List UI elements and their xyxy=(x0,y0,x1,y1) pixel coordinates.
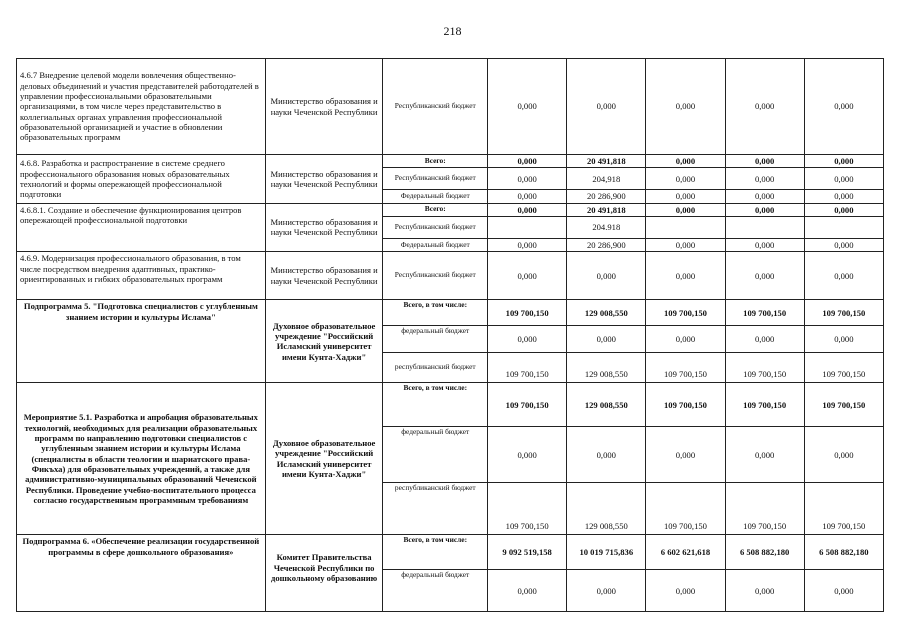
value-cell: 0,000 xyxy=(488,59,567,155)
value-cell: 6 508 882,180 xyxy=(725,535,804,570)
executor-cell: Министерство образования и науки Чеченской Республики xyxy=(265,203,383,252)
value-cell: 0,000 xyxy=(567,252,646,300)
value-cell: 0,000 xyxy=(725,238,804,251)
value-cell: 109 700,150 xyxy=(804,300,883,326)
value-cell: 109 700,150 xyxy=(488,300,567,326)
funding-source: федеральный бюджет xyxy=(383,570,488,612)
value-cell: 0,000 xyxy=(488,427,567,483)
table-row xyxy=(17,252,884,300)
value-cell: 0,000 xyxy=(725,427,804,483)
value-cell: 0,000 xyxy=(567,326,646,353)
value-cell: 109 700,150 xyxy=(646,300,725,326)
value-cell: 6 508 882,180 xyxy=(804,535,883,570)
value-cell xyxy=(804,216,883,238)
funding-source: Всего, в том числе: xyxy=(383,300,488,326)
table-row xyxy=(17,155,884,168)
activity-description: 4.6.9. Модернизация профессионального образования, в том числе посредством внедрения адаптивных, практико-ориентированных и гибких образовательных программ xyxy=(17,252,266,300)
value-cell: 0,000 xyxy=(646,252,725,300)
executor-cell: Министерство образования и науки Чеченской Республики xyxy=(265,155,383,204)
funding-source: республиканский бюджет xyxy=(383,353,488,383)
table-row xyxy=(17,535,884,570)
subprogram-title: Подпрограмма 5. "Подготовка специалистов с углубленным знанием истории и культуры Ислама" xyxy=(17,300,266,383)
value-cell: 0,000 xyxy=(804,59,883,155)
value-cell: 0,000 xyxy=(725,168,804,190)
value-cell: 109 700,150 xyxy=(488,483,567,535)
value-cell: 109 700,150 xyxy=(725,353,804,383)
value-cell: 0,000 xyxy=(646,427,725,483)
funding-source: Республиканский бюджет xyxy=(383,59,488,155)
value-cell: 129 008,550 xyxy=(567,353,646,383)
value-cell: 109 700,150 xyxy=(725,300,804,326)
funding-source: Всего, в том числе: xyxy=(383,383,488,427)
value-cell: 0,000 xyxy=(725,203,804,216)
executor-cell xyxy=(265,535,383,612)
value-cell: 0,000 xyxy=(804,203,883,216)
value-cell: 6 602 621,618 xyxy=(646,535,725,570)
value-cell: 0,000 xyxy=(488,203,567,216)
activity-description: 4.6.8.1. Создание и обеспечение функционирования центров опережающей профессиональной подготовки xyxy=(17,203,266,252)
value-cell xyxy=(488,216,567,238)
value-cell: 129 008,550 xyxy=(567,383,646,427)
value-cell: 109 700,150 xyxy=(646,383,725,427)
value-cell: 20 491,818 xyxy=(567,203,646,216)
value-cell: 0,000 xyxy=(804,168,883,190)
value-cell: 0,000 xyxy=(646,203,725,216)
value-cell: 20 286,900 xyxy=(567,238,646,251)
value-cell: 0,000 xyxy=(646,190,725,203)
value-cell: 0,000 xyxy=(804,326,883,353)
funding-source: Республиканский бюджет xyxy=(383,252,488,300)
value-cell: 0,000 xyxy=(804,155,883,168)
funding-source: Республиканский бюджет xyxy=(383,216,488,238)
table-row xyxy=(17,300,884,326)
value-cell: 109 700,150 xyxy=(646,483,725,535)
value-cell: 109 700,150 xyxy=(804,383,883,427)
value-cell: 0,000 xyxy=(646,238,725,251)
activity-description: 4.6.8. Разработка и распространение в системе среднего профессионального образования новых образовательных технологий и формы опережающей профессиональной подготовки xyxy=(17,155,266,204)
funding-source: Республиканский бюджет xyxy=(383,168,488,190)
value-cell: 109 700,150 xyxy=(725,483,804,535)
value-cell: 0,000 xyxy=(725,59,804,155)
value-cell: 9 092 519,158 xyxy=(488,535,567,570)
value-cell: 109 700,150 xyxy=(725,383,804,427)
value-cell xyxy=(725,216,804,238)
executor-cell: Министерство образования и науки Чеченской Республики xyxy=(265,59,383,155)
value-cell: 0,000 xyxy=(804,238,883,251)
value-cell: 109 700,150 xyxy=(804,483,883,535)
value-cell: 0,000 xyxy=(725,155,804,168)
value-cell: 0,000 xyxy=(488,190,567,203)
funding-source: Федеральный бюджет xyxy=(383,190,488,203)
funding-source: Всего: xyxy=(383,203,488,216)
value-cell: 0,000 xyxy=(725,252,804,300)
page-number: 218 xyxy=(443,24,462,38)
value-cell: 109 700,150 xyxy=(488,353,567,383)
table-row xyxy=(17,59,884,155)
budget-table xyxy=(16,58,884,612)
value-cell: 20 286,900 xyxy=(567,190,646,203)
value-cell: 204.918 xyxy=(567,216,646,238)
funding-source: Всего: xyxy=(383,155,488,168)
activity-description: Мероприятие 5.1. Разработка и апробация образовательных технологий, необходимых для реализации образовательных программ по направлению подготовки специалистов с углубленным знанием истории и культуры Ислама (специалисты в области теологии и шариатского права-Фикъха) для образовательных учреждений, а также для административно-муниципальных образований Чеченской Республики. Проведение учебно-воспитательного процесса согласно государственным программным требованиям xyxy=(17,383,266,535)
value-cell: 0,000 xyxy=(646,59,725,155)
value-cell: 0,000 xyxy=(725,190,804,203)
value-cell: 109 700,150 xyxy=(488,383,567,427)
subprogram-title: Подпрограмма 6. «Обеспечение реализации государственной программы в сфере дошкольного образования» xyxy=(17,535,266,612)
funding-source: Федеральный бюджет xyxy=(383,238,488,251)
value-cell: 20 491,818 xyxy=(567,155,646,168)
value-cell: 0,000 xyxy=(488,570,567,612)
value-cell: 0,000 xyxy=(488,168,567,190)
activity-description: 4.6.7 Внедрение целевой модели вовлечения общественно-деловых объединений и участия представителей работодателей в управлении профессиональными образовательными организациями, в том числе через представительство в коллегиальных органах управления профессиональной образовательной организацией и участие в обновлении образовательных программ xyxy=(17,59,266,155)
executor-cell: Министерство образования и науки Чеченской Республики xyxy=(265,252,383,300)
value-cell: 0,000 xyxy=(804,190,883,203)
executor-text: Комитет Правительства Чеченской Республики по дошкольному образованию xyxy=(270,552,378,583)
value-cell: 0,000 xyxy=(488,155,567,168)
value-cell: 0,000 xyxy=(646,155,725,168)
funding-source: федеральный бюджет xyxy=(383,326,488,353)
value-cell xyxy=(646,216,725,238)
value-cell: 0,000 xyxy=(567,59,646,155)
value-cell: 0,000 xyxy=(567,427,646,483)
funding-source: республиканский бюджет xyxy=(383,483,488,535)
value-cell: 0,000 xyxy=(725,326,804,353)
funding-source: федеральный бюджет xyxy=(383,427,488,483)
value-cell: 10 019 715,836 xyxy=(567,535,646,570)
value-cell: 0,000 xyxy=(567,570,646,612)
value-cell: 0,000 xyxy=(725,570,804,612)
executor-cell: Духовное образовательное учреждение "Российский Исламский университет имени Кунта-Хаджи" xyxy=(265,383,383,535)
value-cell: 0,000 xyxy=(646,168,725,190)
value-cell: 109 700,150 xyxy=(804,353,883,383)
value-cell: 0,000 xyxy=(488,238,567,251)
table-row xyxy=(17,383,884,427)
value-cell: 129 008,550 xyxy=(567,483,646,535)
value-cell: 0,000 xyxy=(804,252,883,300)
value-cell: 204,918 xyxy=(567,168,646,190)
value-cell: 129 008,550 xyxy=(567,300,646,326)
table-row xyxy=(17,203,884,216)
value-cell: 109 700,150 xyxy=(646,353,725,383)
value-cell: 0,000 xyxy=(488,326,567,353)
value-cell: 0,000 xyxy=(488,252,567,300)
value-cell: 0,000 xyxy=(646,570,725,612)
executor-cell: Духовное образовательное учреждение "Российский Исламский университет имени Кунта-Хаджи" xyxy=(265,300,383,383)
value-cell: 0,000 xyxy=(804,427,883,483)
value-cell: 0,000 xyxy=(646,326,725,353)
value-cell: 0,000 xyxy=(804,570,883,612)
funding-source: Всего, в том числе: xyxy=(383,535,488,570)
